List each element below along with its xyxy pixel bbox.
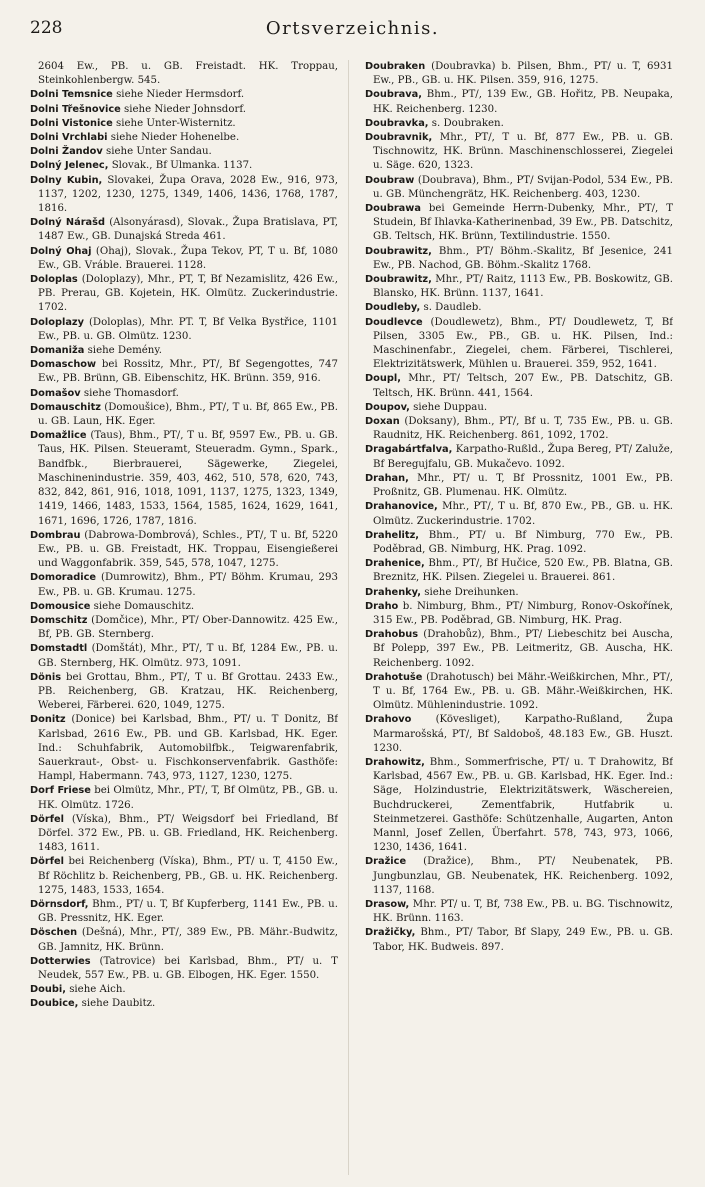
entry-headword: Domašov bbox=[30, 387, 81, 399]
index-entry bbox=[30, 88, 338, 102]
index-entry bbox=[365, 472, 673, 500]
index-entry bbox=[30, 529, 338, 572]
entry-headword: Dolni Třešnovice bbox=[30, 103, 121, 115]
page-number: 228 bbox=[30, 18, 63, 38]
entry-text: (Doksany), Bhm., PT/, Bf u. T, 735 Ew., PB. u. GB. Raudnitz, HK. Reichenberg. 861, 1092, 1702. bbox=[373, 416, 673, 442]
entry-headword: Doubravka, bbox=[365, 117, 429, 129]
entry-headword: Dolni Vrchlabi bbox=[30, 132, 108, 144]
index-entry bbox=[30, 145, 338, 159]
entry-headword: Domstadtl bbox=[30, 643, 88, 655]
entry-text: siehe Unter-Wisternitz. bbox=[116, 117, 236, 129]
index-entry bbox=[30, 60, 338, 88]
entry-text: (Alsonyárasd), Slovak., Župa Bratislava, PT, 1487 Ew., GB. Dunajská Streda 461. bbox=[38, 217, 338, 243]
entry-headword: Drahanovice, bbox=[365, 501, 438, 513]
entry-headword: Döschen bbox=[30, 927, 78, 939]
entry-headword: Drahenky, bbox=[365, 586, 422, 598]
index-entry bbox=[365, 671, 673, 714]
index-entry bbox=[30, 813, 338, 856]
index-entry bbox=[365, 713, 673, 756]
entry-headword: Doubravnik, bbox=[365, 132, 433, 144]
entry-headword: Dörfel bbox=[30, 856, 64, 868]
entry-text: Mhr., PT/ u. T, Bf Prossnitz, 1001 Ew., PB. Proßnitz, GB. Plumenau. HK. Olmütz. bbox=[373, 472, 673, 499]
entry-headword: Domauschitz bbox=[30, 401, 102, 413]
entry-headword: Dörnsdorf, bbox=[30, 898, 89, 910]
index-entry bbox=[365, 898, 673, 926]
entry-text: 2604 Ew., PB. u. GB. Freistadt. HK. Troppau, Steinkohlenbergw. 545. bbox=[38, 61, 338, 87]
entry-text: (Domoušice), Bhm., PT/, T u. Bf, 865 Ew., PB. u. GB. Laun, HK. Eger. bbox=[38, 401, 338, 428]
entry-headword: Dolný Ohaj bbox=[30, 245, 92, 257]
entry-headword: Drasow, bbox=[365, 898, 410, 910]
index-entry bbox=[365, 600, 673, 628]
entry-text: bei Grottau, Bhm., PT/, T u. Bf Grottau. 2433 Ew., PB. Reichenberg, GB. Kratzau, HK. Reichenberg, Weberei, Färberei. 620, 1049, 1275. bbox=[38, 671, 338, 712]
entry-text: (Tatrovice) bei Karlsbad, Bhm., PT/ u. T Neudek, 557 Ew., PB. u. GB. Elbogen, HK. Eger. 1550. bbox=[38, 955, 338, 981]
index-entry bbox=[365, 202, 673, 245]
entry-headword: Drahovo bbox=[365, 714, 412, 726]
entry-text: Karpatho-Rußld., Župa Bereg, PT/ Zaluže, Bf Beregujfalu, GB. Mukačevo. 1092. bbox=[373, 444, 673, 470]
entry-headword: Dotterwies bbox=[30, 955, 91, 967]
index-entry bbox=[365, 557, 673, 585]
index-entry bbox=[30, 131, 338, 145]
entry-text: Bhm., PT/ u. Bf Nimburg, 770 Ew., PB. Poděbrad, GB. Nimburg, HK. Prag. 1092. bbox=[373, 529, 673, 555]
entry-text: (Doudlewetz), Bhm., PT/ Doudlewetz, T, Bf Pilsen, 3305 Ew., PB., GB. u. HK. Pilsen, Ind.: Maschinenfabr., Ziegelei, chem. Färberei, Tischlerei, Elektrizitätswerk, Mühlen u. Brauerei. 359, 952, 1641. bbox=[373, 316, 673, 371]
index-entry bbox=[365, 855, 673, 898]
entry-text: (Drahotusch) bei Mähr.-Weißkirchen, Mhr., PT/, T u. Bf, 1764 Ew., PB. u. GB. Mähr.-Weißkirchen, HK. Olmütz. Mühlenindustrie. 1092. bbox=[373, 671, 673, 712]
index-entry bbox=[30, 855, 338, 898]
entry-text: (Taus), Bhm., PT/, T u. Bf, 9597 Ew., PB. u. GB. Taus, HK. Pilsen. Steueramt, Steueradm. Gymn., Spark., Bandfbk., Bierbrauerei, Sägewerke, Ziegelei, Maschinenindustrie. 359, 403, 462, 510, 578, 620, 743, 832, 842, 861, 916, 1018, 1091, 1137, 1275, 1323, 1349, 1419, 1466, 1483, 1533, 1564, 1585, 1624, 1629, 1641, 1671, 1696, 1726, 1787, 1816. bbox=[38, 430, 338, 527]
entry-headword: Doubraken bbox=[365, 61, 426, 72]
index-entry bbox=[30, 103, 338, 117]
index-entry bbox=[30, 713, 338, 784]
index-entry bbox=[30, 245, 338, 273]
entry-headword: Doubraw bbox=[365, 174, 415, 186]
page-title: Ortsverzeichnis. bbox=[265, 18, 440, 39]
entry-headword: Drahelitz, bbox=[365, 529, 420, 541]
entry-text: (Domčice), Mhr., PT/ Ober-Dannowitz. 425 Ew., Bf, PB. GB. Sternberg. bbox=[38, 614, 338, 641]
entry-text: Slovakei, Župa Orava, 2028 Ew., 916, 973, 1137, 1202, 1230, 1275, 1349, 1406, 1436, 1768, 1787, 1816. bbox=[38, 174, 338, 215]
index-entry bbox=[365, 273, 673, 301]
index-entry bbox=[30, 216, 338, 244]
entry-headword: Doudleby, bbox=[365, 302, 421, 314]
entry-text: Bhm., PT/ Tabor, Bf Slapy, 249 Ew., PB. u. GB. Tabor, HK. Budweis. 897. bbox=[373, 927, 673, 953]
index-entry bbox=[30, 784, 338, 812]
entry-headword: Domoradice bbox=[30, 572, 97, 584]
entry-headword: Doudlevce bbox=[365, 316, 423, 328]
index-entry bbox=[365, 415, 673, 443]
page-header bbox=[30, 14, 675, 44]
index-entry bbox=[365, 316, 673, 373]
entry-headword: Dolný Jelenec, bbox=[30, 160, 109, 172]
index-entry bbox=[30, 429, 338, 528]
entry-text: (Ohaj), Slovak., Župa Tekov, PT, T u. Bf, 1080 Ew., GB. Vráble. Brauerei. 1128. bbox=[38, 245, 338, 271]
entry-text: (Donice) bei Karlsbad, Bhm., PT/ u. T Donitz, Bf Karlsbad, 2616 Ew., PB. und GB. Karlsbad, HK. Eger. Ind.: Schuhfabrik, Automobilfbk., Teigwarenfabrik, Sauerkraut-, Obst- u. Fischkonservenfabrik. Gasthöfe: Hampl, Habermann. 743, 973, 1127, 1230, 1275. bbox=[38, 714, 338, 783]
entry-headword: Dönis bbox=[30, 671, 62, 683]
index-entry bbox=[30, 387, 338, 401]
entry-text: siehe Daubitz. bbox=[81, 998, 156, 1010]
index-entry bbox=[30, 117, 338, 131]
index-entry bbox=[365, 60, 673, 88]
entry-headword: Doxan bbox=[365, 416, 400, 428]
entry-headword: Doubice, bbox=[30, 998, 79, 1010]
index-entry bbox=[365, 401, 673, 415]
entry-text: Mhr., PT/ Teltsch, 207 Ew., PB. Datschitz, GB. Teltsch, HK. Brünn. 441, 1564. bbox=[373, 373, 673, 399]
entry-headword: Doubrava, bbox=[365, 89, 423, 101]
entry-text: Slovak., Bf Ulmanka. 1137. bbox=[111, 160, 253, 172]
entry-text: Mhr., PT/ Raitz, 1113 Ew., PB. Boskowitz, GB. Blansko, HK. Brünn. 1137, 1641. bbox=[373, 274, 673, 300]
entry-headword: Doupl, bbox=[365, 373, 401, 385]
entry-headword: Dolni Vistonice bbox=[30, 117, 113, 129]
entry-text: (Doubrava), Bhm., PT/ Svijan-Podol, 534 Ew., PB. u. GB. Münchengrätz, HK. Reichenberg. 403, 1230. bbox=[373, 174, 673, 200]
entry-headword: Dombrau bbox=[30, 529, 81, 541]
index-entry bbox=[365, 245, 673, 273]
entry-headword: Domschitz bbox=[30, 614, 88, 626]
entry-headword: Dolny Kubin, bbox=[30, 174, 103, 186]
entry-headword: Doloplazy bbox=[30, 316, 85, 328]
entry-text: siehe Aich. bbox=[69, 984, 126, 996]
entry-text: siehe Dreihunken. bbox=[424, 586, 519, 598]
entry-text: siehe Thomasdorf. bbox=[83, 387, 179, 399]
entry-headword: Draho bbox=[365, 600, 399, 612]
entry-headword: Domaschow bbox=[30, 359, 97, 371]
entry-text: siehe Duppau. bbox=[413, 401, 488, 413]
entry-text: (Dabrowa-Dombrová), Schles., PT/, T u. Bf, 5220 Ew., PB. u. GB. Freistadt, HK. Troppau, Eisengießerei und Waggonfabrik. 359, 545, 578, 1047, 1275. bbox=[38, 529, 338, 570]
entry-headword: Dorf Friese bbox=[30, 785, 91, 797]
index-entry bbox=[365, 628, 673, 671]
index-entry bbox=[365, 301, 673, 315]
entry-text: (Dražice), Bhm., PT/ Neubenatek, PB. Jungbunzlau, GB. Neubenatek, HK. Reichenberg. 1092, 1137, 1168. bbox=[373, 856, 673, 896]
entry-headword: Doubrawitz, bbox=[365, 245, 432, 257]
index-entry bbox=[30, 401, 338, 429]
index-entry bbox=[30, 273, 338, 316]
entry-text: Bhm., PT/, 139 Ew., GB. Hořitz, PB. Neupaka, HK. Reichenberg. 1230. bbox=[373, 89, 673, 115]
entry-text: siehe Nieder Johnsdorf. bbox=[124, 103, 246, 115]
entry-text: s. Daudleb. bbox=[423, 302, 482, 314]
index-entry bbox=[30, 926, 338, 954]
entry-text: b. Nimburg, Bhm., PT/ Nimburg, Ronov-Oskořínek, 315 Ew., PB. Poděbrad, GB. Nimburg, HK. Prag. bbox=[373, 600, 673, 626]
index-entry bbox=[30, 671, 338, 714]
entry-headword: Dolný Nárašd bbox=[30, 217, 106, 229]
entry-text: Mhr., PT/, T u. Bf, 877 Ew., PB. u. GB. Tischnowitz, HK. Brünn. Maschinenschlosserei, Ziegelei u. Säge. 620, 1323. bbox=[373, 132, 673, 172]
entry-text: (Doloplazy), Mhr., PT, T, Bf Nezamislitz, 426 Ew., PB. Prerau, GB. Kojetein, HK. Olmütz. Zuckerindustrie. 1702. bbox=[38, 274, 338, 314]
index-entry bbox=[30, 955, 338, 983]
index-entry bbox=[30, 358, 338, 386]
index-entry bbox=[30, 642, 338, 670]
index-entry bbox=[365, 586, 673, 600]
entry-text: (Drahobůz), Bhm., PT/ Liebeschitz bei Auscha, Bf Polepp, 397 Ew., PB. Leitmeritz, GB. Auscha, HK. Reichenberg. 1092. bbox=[373, 629, 673, 669]
entry-headword: Dolni Temsnice bbox=[30, 89, 113, 101]
entry-text: bei Gemeinde Herrn-Dubenky, Mhr., PT/, T Studein, Bf Ihlavka-Katherinenbad, 39 Ew., PB. Datschitz, GB. Teltsch, HK. Brünn, Textilindustrie. 1550. bbox=[373, 203, 673, 243]
entry-text: Bhm., PT/ Böhm.-Skalitz, Bf Jesenice, 241 Ew., PB. Nachod, GB. Böhm.-Skalitz 1768. bbox=[373, 245, 673, 271]
entry-text: (Kövesliget), Karpatho-Rußland, Župa Marmarošská, PT/, Bf Saldoboš, 48.183 Ew., GB. Huszt. 1230. bbox=[373, 714, 673, 754]
entry-headword: Dražičky, bbox=[365, 927, 416, 939]
index-entry bbox=[30, 614, 338, 642]
index-entry bbox=[365, 372, 673, 400]
entry-headword: Drahobus bbox=[365, 629, 419, 641]
index-entry bbox=[30, 174, 338, 217]
entry-headword: Doubrawa bbox=[365, 203, 421, 215]
entry-text: bei Olmütz, Mhr., PT/, T, Bf Olmütz, PB., GB. u. HK. Olmütz. 1726. bbox=[38, 785, 338, 811]
index-entry bbox=[365, 756, 673, 855]
entry-headword: Doubrawitz, bbox=[365, 274, 432, 286]
index-entry bbox=[365, 131, 673, 174]
entry-headword: Domousice bbox=[30, 600, 91, 612]
entry-text: (Doubravka) b. Pilsen, Bhm., PT/ u. T, 6931 Ew., PB., GB. u. HK. Pilsen. 359, 916, 1275. bbox=[373, 61, 673, 87]
index-entry bbox=[30, 159, 338, 173]
entry-headword: Domažlice bbox=[30, 430, 87, 442]
index-entry bbox=[365, 88, 673, 116]
entry-text: s. Doubraken. bbox=[431, 117, 504, 129]
entry-headword: Drahowitz, bbox=[365, 756, 425, 768]
entry-text: bei Reichenberg (Víska), Bhm., PT/ u. T, 4150 Ew., Bf Röchlitz b. Reichenberg, PB., GB. u. HK. Reichenberg. 1275, 1483, 1533, 1654. bbox=[38, 856, 338, 896]
entry-headword: Dražice bbox=[365, 856, 407, 868]
entry-headword: Donitz bbox=[30, 714, 66, 726]
index-entry bbox=[365, 529, 673, 557]
index-entry bbox=[365, 117, 673, 131]
index-entry bbox=[30, 571, 338, 599]
left-column bbox=[30, 60, 338, 1175]
entry-text: (Dešná), Mhr., PT/, 389 Ew., PB. Mähr.-Budwitz, GB. Jamnitz, HK. Brünn. bbox=[38, 927, 338, 953]
entry-headword: Drahotuše bbox=[365, 671, 423, 683]
index-entry bbox=[30, 997, 338, 1011]
index-entry bbox=[30, 316, 338, 344]
entry-text: siehe Domauschitz. bbox=[93, 600, 195, 612]
entry-text: (Domštát), Mhr., PT/, T u. Bf, 1284 Ew., PB. u. GB. Sternberg, HK. Olmütz. 973, 1091. bbox=[38, 643, 338, 669]
entry-headword: Domaniža bbox=[30, 345, 85, 357]
entry-text: Mhr., PT/, T u. Bf, 870 Ew., PB., GB. u. HK. Olmütz. Zuckerindustrie. 1702. bbox=[373, 501, 673, 527]
entry-text: (Doloplas), Mhr. PT. T, Bf Velka Bystřice, 1101 Ew., PB. u. GB. Olmütz. 1230. bbox=[38, 316, 338, 342]
entry-text: Mhr. PT/ u. T, Bf, 738 Ew., PB. u. BG. Tischnowitz, HK. Brünn. 1163. bbox=[373, 898, 673, 925]
entry-text: Bhm., PT/, Bf Hučice, 520 Ew., PB. Blatna, GB. Breznitz, HK. Pilsen. Ziegelei u. Brauerei. 861. bbox=[373, 558, 673, 584]
entry-headword: Dörfel bbox=[30, 813, 64, 825]
entry-headword: Dragabártfalva, bbox=[365, 444, 453, 456]
entry-headword: Dolni Žandov bbox=[30, 146, 103, 158]
index-entry bbox=[30, 898, 338, 926]
index-entry bbox=[30, 983, 338, 997]
entry-headword: Drahenice, bbox=[365, 558, 425, 570]
entry-text: siehe Demény. bbox=[87, 345, 163, 357]
right-column bbox=[365, 60, 673, 1175]
index-entry bbox=[365, 174, 673, 202]
index-entry bbox=[30, 344, 338, 358]
entry-text: Bhm., PT/ u. T, Bf Kupferberg, 1141 Ew., PB. u. GB. Pressnitz, HK. Eger. bbox=[38, 898, 338, 925]
entry-text: (Dumrowitz), Bhm., PT/ Böhm. Krumau, 293 Ew., PB. u. GB. Krumau. 1275. bbox=[38, 572, 338, 598]
entry-text: siehe Nieder Hermsdorf. bbox=[116, 89, 245, 101]
entry-text: bei Rossitz, Mhr., PT/, Bf Segengottes, 747 Ew., PB. Brünn, GB. Eibenschitz, HK. Brünn. 359, 916. bbox=[38, 359, 338, 385]
index-entry bbox=[365, 926, 673, 954]
column-divider bbox=[348, 60, 349, 1175]
entry-text: siehe Unter Sandau. bbox=[106, 146, 212, 158]
entry-text: Bhm., Sommerfrische, PT/ u. T Drahowitz, Bf Karlsbad, 4567 Ew., PB. u. GB. Karlsbad, HK. Eger. Ind.: Säge, Holzindustrie, Elektrizitätswerk, Wäschereien, Buchdruckerei, Zementfabrik, Hutfabrik u. Steinmetzerei. Gasthöfe: Schützenhalle, Augarten, Anton Mannl, Josef Zellen, Überfahrt. 578, 743, 973, 1066, 1230, 1436, 1641. bbox=[373, 756, 673, 854]
index-entry bbox=[365, 500, 673, 528]
entry-headword: Drahan, bbox=[365, 472, 409, 484]
entry-text: (Víska), Bhm., PT/ Weigsdorf bei Friedland, Bf Dörfel. 372 Ew., PB. u. GB. Friedland, HK. Reichenberg. 1483, 1611. bbox=[38, 813, 338, 854]
entry-headword: Doloplas bbox=[30, 274, 78, 286]
entry-headword: Doupov, bbox=[365, 401, 410, 413]
entry-headword: Doubi, bbox=[30, 984, 66, 996]
entry-text: siehe Nieder Hohenelbe. bbox=[110, 132, 240, 144]
index-entry bbox=[365, 443, 673, 471]
index-entry bbox=[30, 600, 338, 614]
